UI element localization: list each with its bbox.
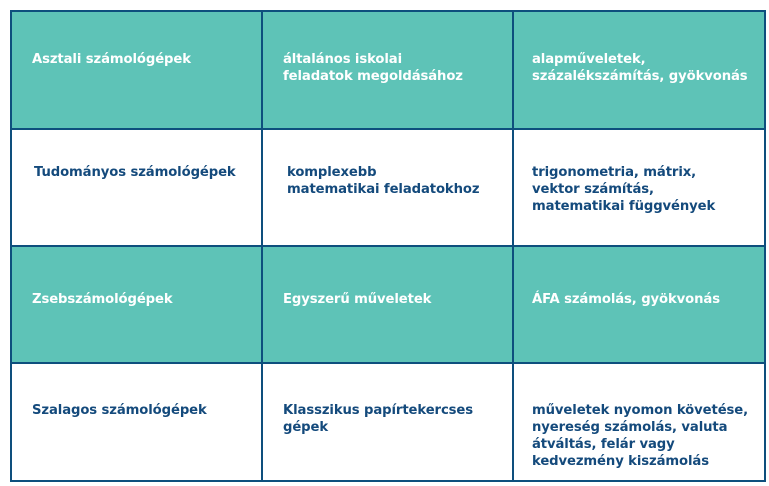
calculator-types-table [10,10,766,482]
table-cell-functions [513,246,765,363]
table-cell-purpose [262,363,513,481]
table-cell-type [11,363,262,481]
cell-text: Egyszerű műveletek [283,292,432,307]
cell-text: Asztali számológépek [32,52,191,67]
table-cell-type [11,11,262,129]
table-cell-purpose [262,129,513,246]
cell-text: Tudományos számológépek [34,165,236,180]
table-cell-functions [513,11,765,129]
cell-text: műveletek nyomon követése, nyereség számolás, valuta átváltás, felár vagy kedvezmény kiszámolás [532,403,749,469]
cell-text: ÁFA számolás, gyökvonás [532,292,720,307]
table-cell-type [11,246,262,363]
cell-text: Klasszikus papírtekercses gépek [283,403,474,435]
cell-text: Zsebszámológépek [32,292,173,307]
table-row [11,363,765,481]
cell-text: Szalagos számológépek [32,403,207,418]
cell-text: általános iskolai feladatok megoldásához [283,52,463,84]
table-cell-purpose [262,11,513,129]
table-cell-type [11,129,262,246]
cell-text: alapműveletek, százalékszámítás, gyökvonás [532,52,748,84]
table-cell-functions [513,129,765,246]
cell-text: komplexebb matematikai feladatokhoz [287,165,480,197]
table-cell-functions [513,363,765,481]
table-cell-purpose [262,246,513,363]
table-row [11,11,765,129]
cell-text: trigonometria, mátrix, vektor számítás, matematikai függvények [532,165,716,214]
table-row [11,246,765,363]
table-row [11,129,765,246]
